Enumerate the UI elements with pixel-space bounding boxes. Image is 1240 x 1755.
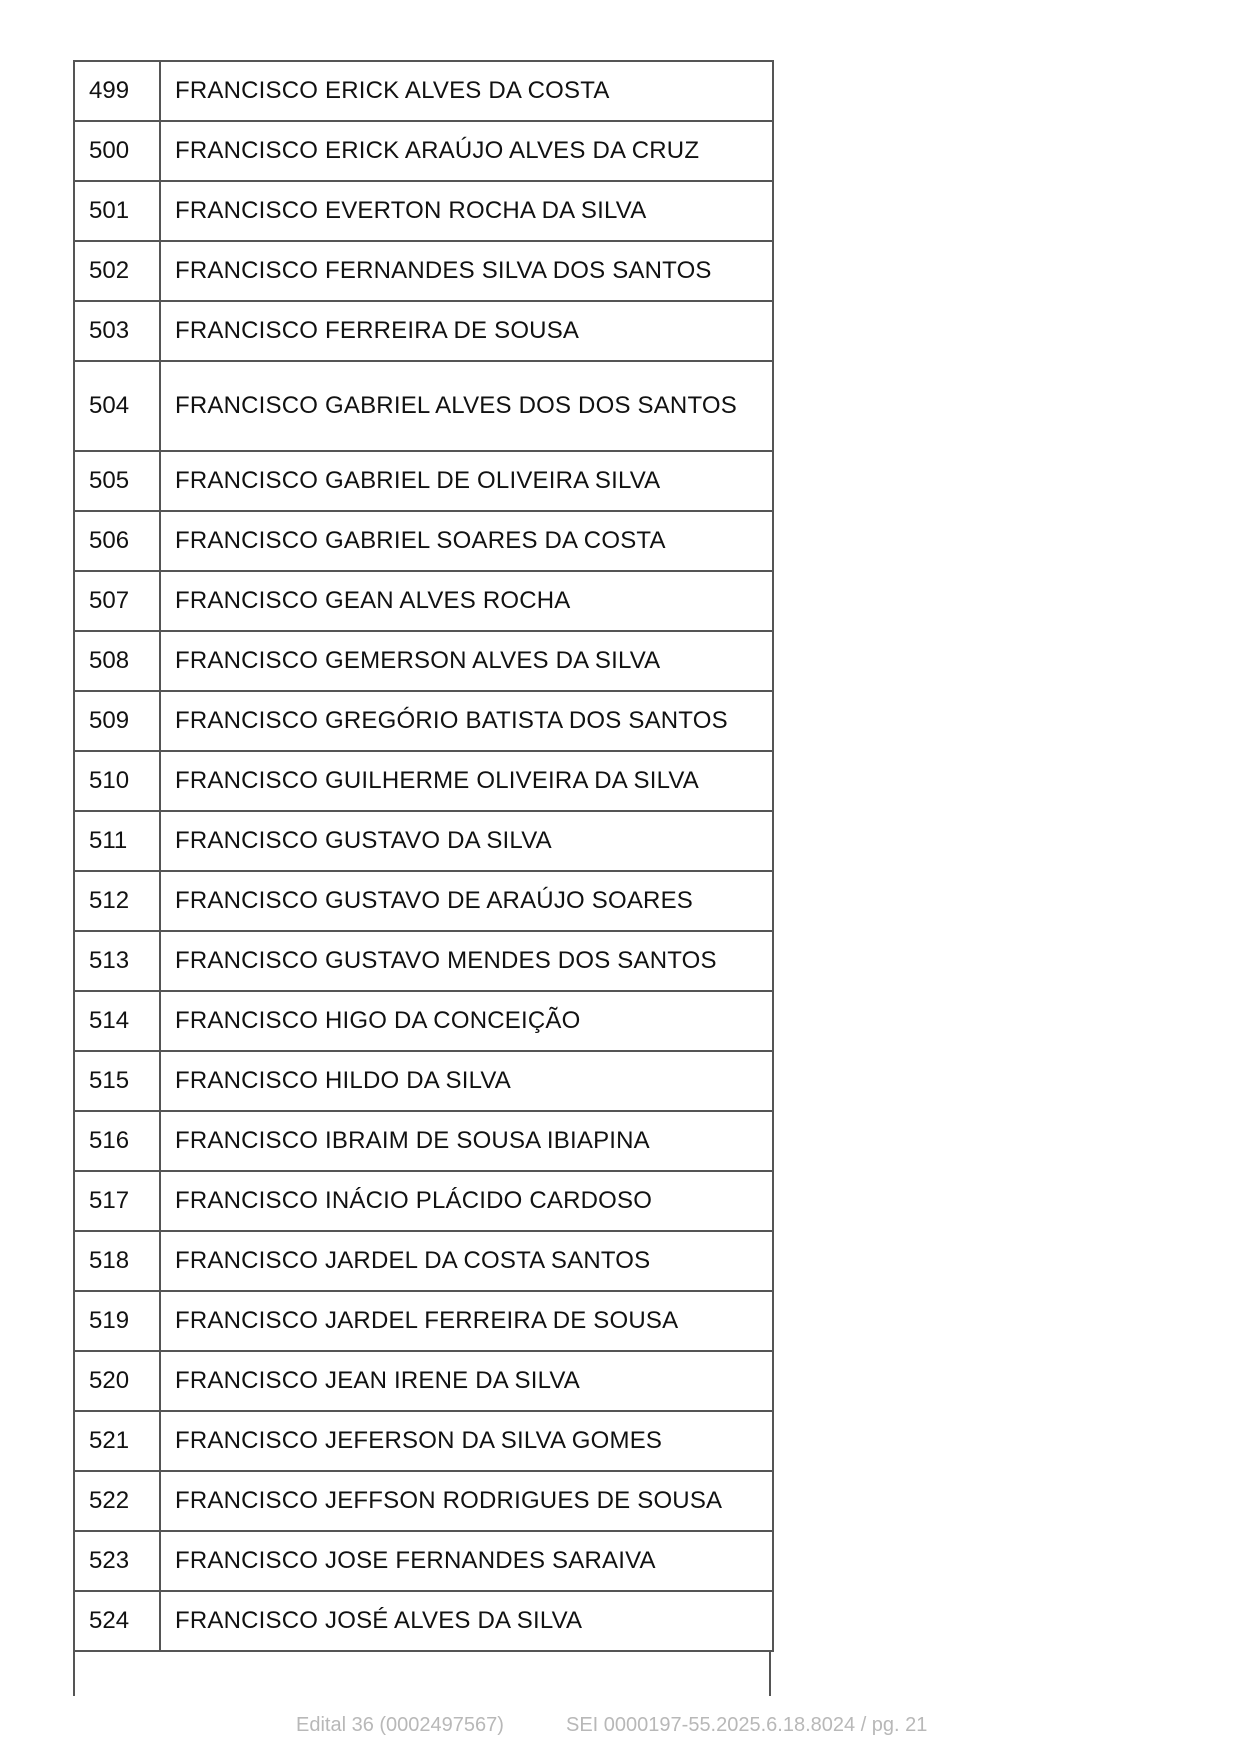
row-number: 519 [74, 1291, 160, 1351]
row-name: FRANCISCO GEMERSON ALVES DA SILVA [160, 631, 773, 691]
row-number: 521 [74, 1411, 160, 1471]
row-name: FRANCISCO JOSE FERNANDES SARAIVA [160, 1531, 773, 1591]
table-row [74, 1051, 773, 1111]
row-name: FRANCISCO IBRAIM DE SOUSA IBIAPINA [160, 1111, 773, 1171]
table-row [74, 1411, 773, 1471]
row-number: 520 [74, 1351, 160, 1411]
table-row [74, 691, 773, 751]
row-number: 511 [74, 811, 160, 871]
row-name: FRANCISCO JARDEL DA COSTA SANTOS [160, 1231, 773, 1291]
table-row [74, 121, 773, 181]
table-row [74, 1231, 773, 1291]
table-row [74, 871, 773, 931]
row-name: FRANCISCO GABRIEL ALVES DOS DOS SANTOS [160, 361, 773, 451]
row-name: FRANCISCO ERICK ALVES DA COSTA [160, 61, 773, 121]
row-number: 513 [74, 931, 160, 991]
row-name: FRANCISCO GEAN ALVES ROCHA [160, 571, 773, 631]
table-row [74, 361, 773, 451]
row-name: FRANCISCO JEFERSON DA SILVA GOMES [160, 1411, 773, 1471]
footer-document-reference: Edital 36 (0002497567) [296, 1714, 504, 1736]
row-number: 508 [74, 631, 160, 691]
row-number: 518 [74, 1231, 160, 1291]
row-number: 506 [74, 511, 160, 571]
row-name: FRANCISCO JARDEL FERREIRA DE SOUSA [160, 1291, 773, 1351]
row-number: 504 [74, 361, 160, 451]
row-name: FRANCISCO GABRIEL DE OLIVEIRA SILVA [160, 451, 773, 511]
row-number: 517 [74, 1171, 160, 1231]
table-row [74, 991, 773, 1051]
row-number: 503 [74, 301, 160, 361]
row-number: 515 [74, 1051, 160, 1111]
row-name: FRANCISCO GUSTAVO DE ARAÚJO SOARES [160, 871, 773, 931]
row-name: FRANCISCO FERREIRA DE SOUSA [160, 301, 773, 361]
row-name: FRANCISCO JOSÉ ALVES DA SILVA [160, 1591, 773, 1651]
table-row [74, 1591, 773, 1651]
row-name: FRANCISCO HIGO DA CONCEIÇÃO [160, 991, 773, 1051]
row-number: 524 [74, 1591, 160, 1651]
row-number: 512 [74, 871, 160, 931]
table-row [74, 931, 773, 991]
footer-sei-reference: SEI 0000197-55.2025.6.18.8024 / pg. 21 [566, 1714, 928, 1736]
row-name: FRANCISCO FERNANDES SILVA DOS SANTOS [160, 241, 773, 301]
table-row [74, 301, 773, 361]
row-name: FRANCISCO INÁCIO PLÁCIDO CARDOSO [160, 1171, 773, 1231]
row-name: FRANCISCO GUSTAVO MENDES DOS SANTOS [160, 931, 773, 991]
row-number: 510 [74, 751, 160, 811]
candidate-table-body [74, 61, 773, 1651]
table-row [74, 451, 773, 511]
table-row [74, 631, 773, 691]
row-number: 516 [74, 1111, 160, 1171]
row-number: 509 [74, 691, 160, 751]
table-row [74, 811, 773, 871]
row-number: 514 [74, 991, 160, 1051]
table-row [74, 181, 773, 241]
row-number: 505 [74, 451, 160, 511]
row-number: 507 [74, 571, 160, 631]
table-row [74, 1351, 773, 1411]
row-name: FRANCISCO JEAN IRENE DA SILVA [160, 1351, 773, 1411]
row-name: FRANCISCO JEFFSON RODRIGUES DE SOUSA [160, 1471, 773, 1531]
table-row [74, 61, 773, 121]
table-row [74, 1291, 773, 1351]
table-row [74, 1171, 773, 1231]
table-row [74, 1531, 773, 1591]
table-row [74, 1471, 773, 1531]
row-name: FRANCISCO GUSTAVO DA SILVA [160, 811, 773, 871]
table-row [74, 571, 773, 631]
table-continuation-left-border [73, 1651, 75, 1696]
row-number: 522 [74, 1471, 160, 1531]
row-name: FRANCISCO HILDO DA SILVA [160, 1051, 773, 1111]
row-name: FRANCISCO GABRIEL SOARES DA COSTA [160, 511, 773, 571]
table-row [74, 241, 773, 301]
table-row [74, 511, 773, 571]
row-name: FRANCISCO EVERTON ROCHA DA SILVA [160, 181, 773, 241]
candidate-table [73, 60, 774, 1652]
row-name: FRANCISCO ERICK ARAÚJO ALVES DA CRUZ [160, 121, 773, 181]
row-number: 501 [74, 181, 160, 241]
row-number: 500 [74, 121, 160, 181]
table-continuation-right-border [769, 1651, 771, 1696]
row-number: 499 [74, 61, 160, 121]
row-number: 523 [74, 1531, 160, 1591]
table-row [74, 751, 773, 811]
row-name: FRANCISCO GUILHERME OLIVEIRA DA SILVA [160, 751, 773, 811]
row-name: FRANCISCO GREGÓRIO BATISTA DOS SANTOS [160, 691, 773, 751]
row-number: 502 [74, 241, 160, 301]
table-row [74, 1111, 773, 1171]
